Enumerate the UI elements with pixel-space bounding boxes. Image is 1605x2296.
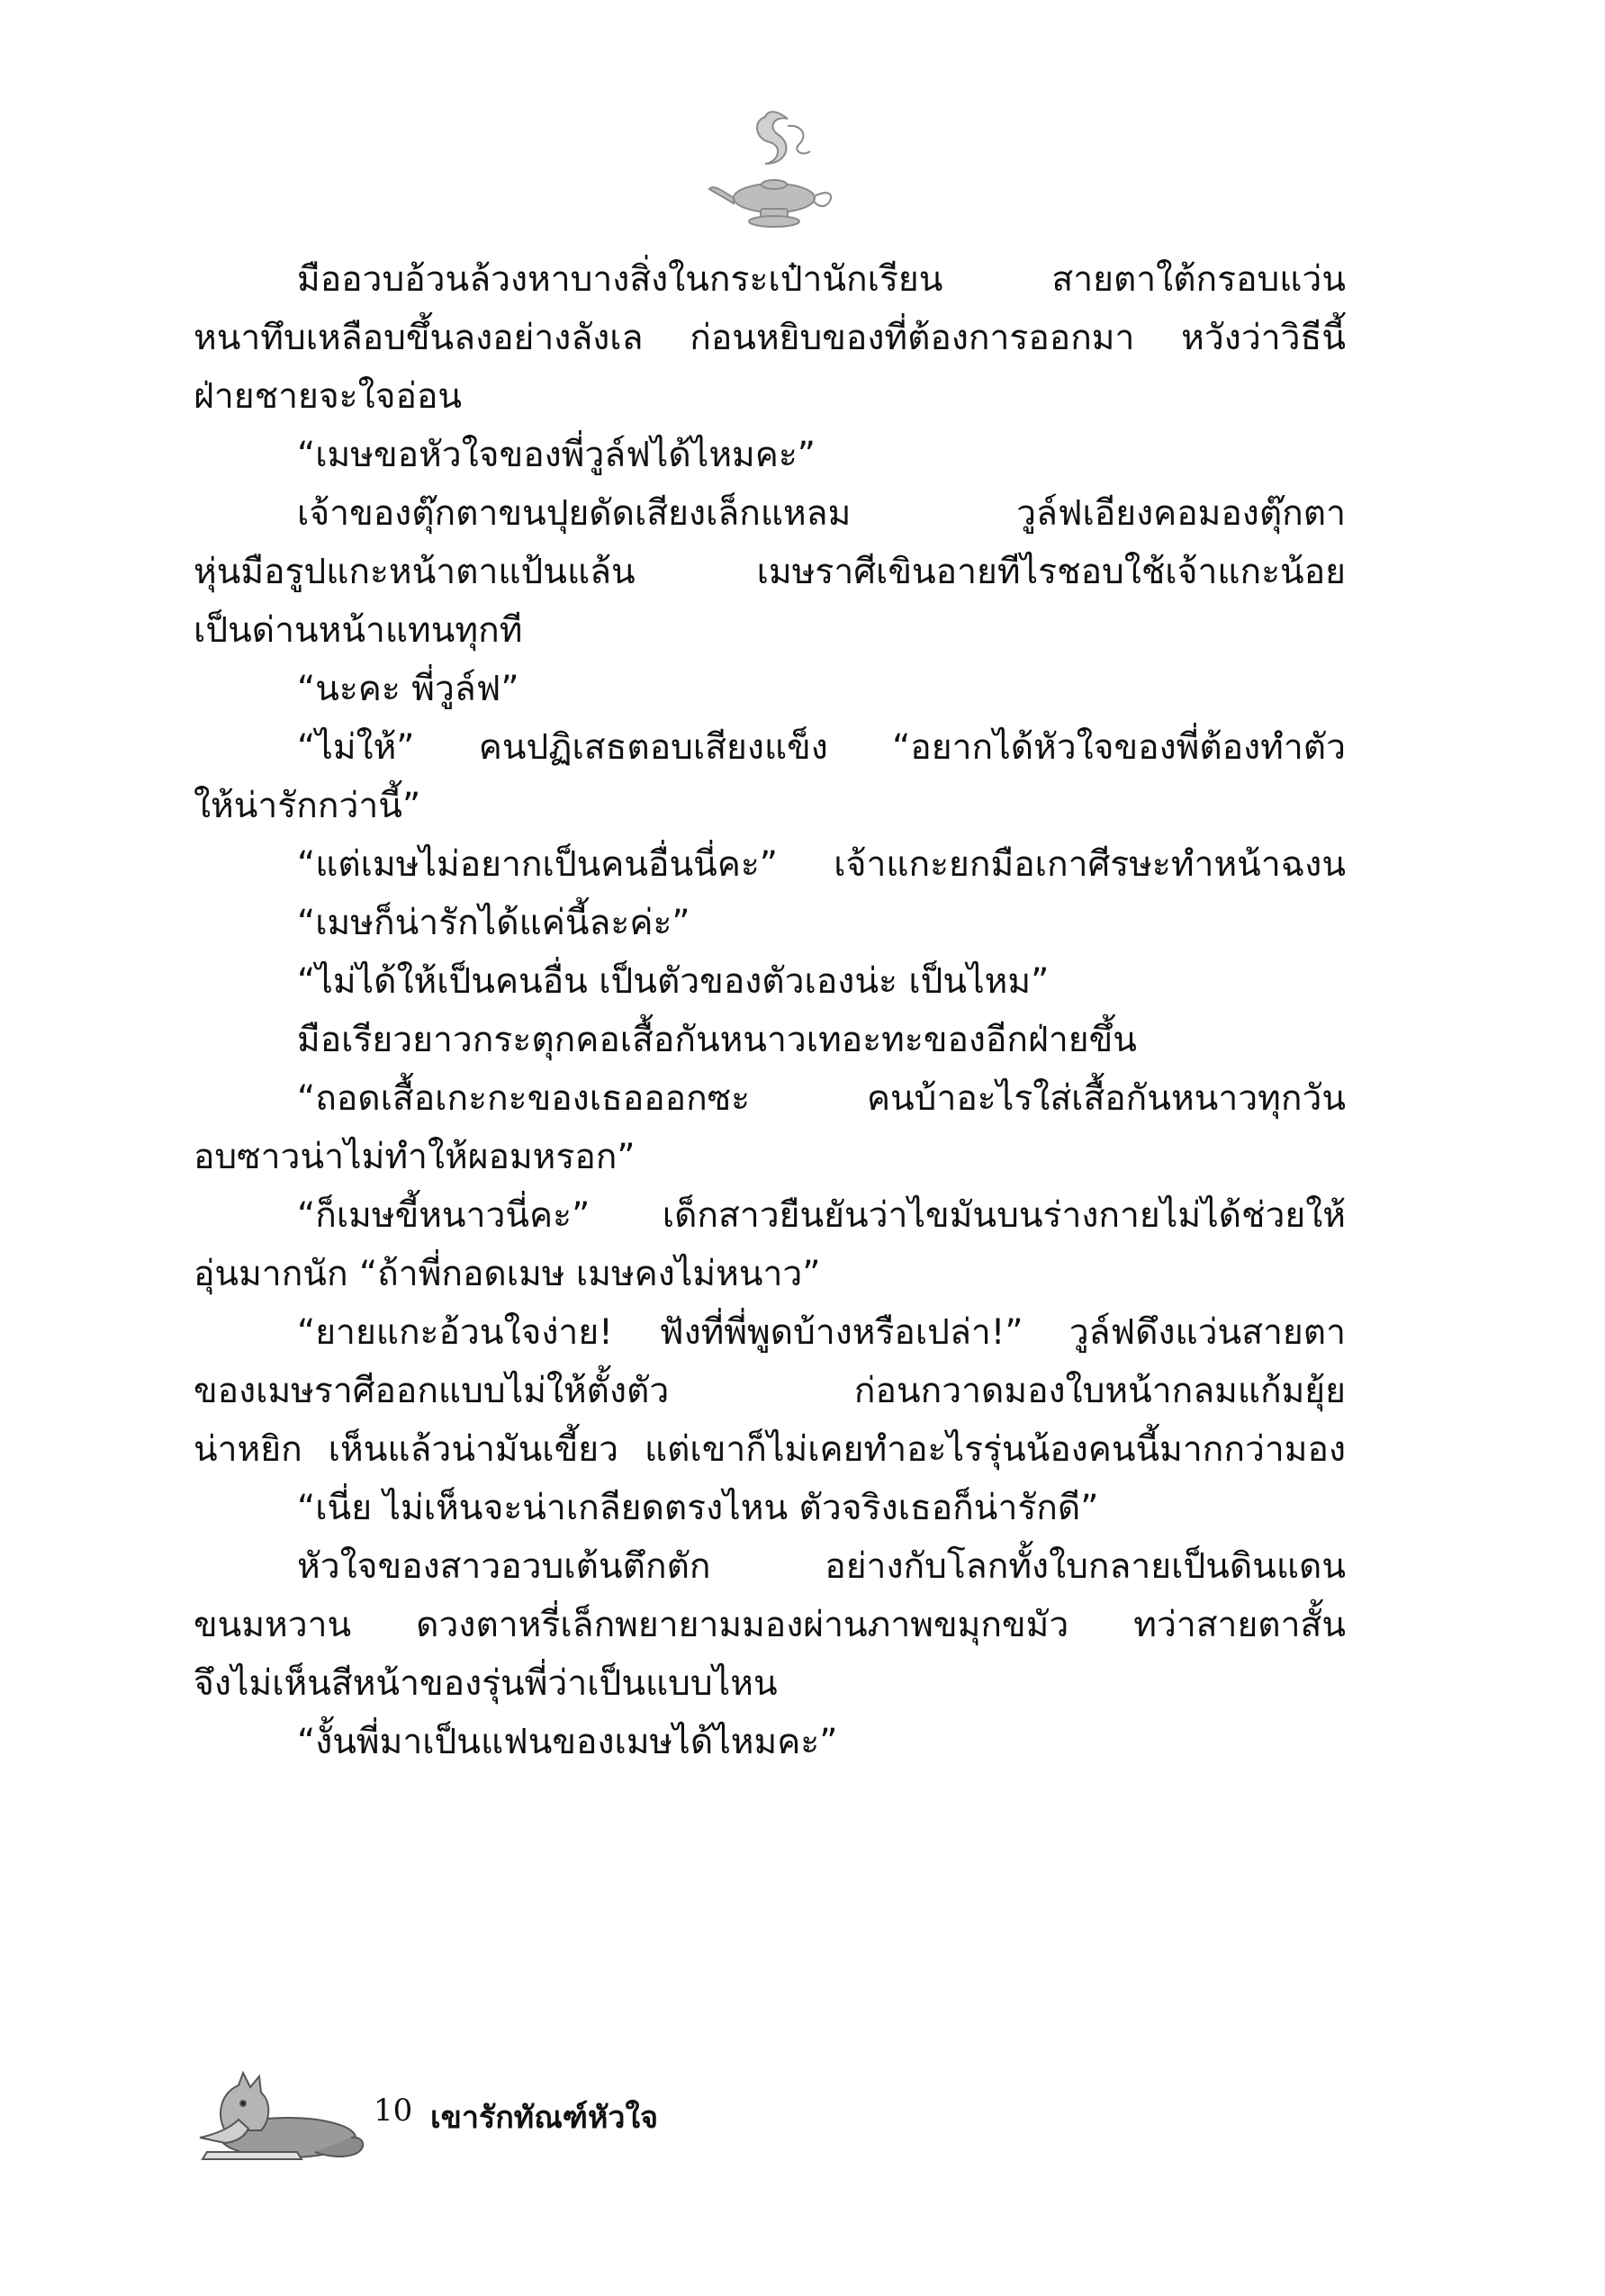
page-number: 10	[374, 2093, 413, 2129]
text-line: จึงไม่เห็นสีหน้าของรุ่นพี่ว่าเป็นแบบไหน	[194, 1663, 778, 1704]
text-line: มือเรียวยาวกระตุกคอเสื้อกันหนาวเทอะทะของอีกฝ่ายขึ้น	[297, 1020, 1137, 1060]
text-line: “ยายแกะอ้วนใจง่าย! ฟังที่พี่พูดบ้างหรือเปล่า!” วูล์ฟดึงแว่นสายตา	[297, 1312, 1346, 1353]
text-line: “เมษก็น่ารักได้แค่นี้ละค่ะ”	[297, 903, 690, 943]
text-line: “เมษขอหัวใจของพี่วูล์ฟได้ไหมคะ”	[297, 435, 816, 475]
text-line: “นะคะ พี่วูล์ฟ”	[297, 669, 519, 709]
body-text	[194, 250, 1346, 1771]
text-line: อบซาวน่าไม่ทำให้ผอมหรอก”	[194, 1137, 636, 1177]
text-line: “ก็เมษขี้หนาวนี่คะ” เด็กสาวยืนยันว่าไขมันบนร่างกายไม่ได้ช่วยให้	[297, 1195, 1346, 1236]
text-line: ให้น่ารักกว่านี้”	[194, 786, 421, 826]
text-line: หนาทึบเหลือบขึ้นลงอย่างลังเล ก่อนหยิบของที่ต้องการออกมา หวังว่าวิธีนี้	[194, 318, 1346, 358]
wolf-icon	[189, 2066, 369, 2165]
magic-lamp-icon	[702, 99, 846, 234]
text-line: ของเมษราศีออกแบบไม่ให้ตั้งตัว ก่อนกวาดมองใบหน้ากลมแก้มยุ้ย	[194, 1371, 1346, 1411]
text-line: ฝ่ายชายจะใจอ่อน	[194, 376, 463, 417]
text-line: “แต่เมษไม่อยากเป็นคนอื่นนี่คะ” เจ้าแกะยกมือเกาศีรษะทำหน้าฉงน	[297, 844, 1346, 885]
text-line: เจ้าของตุ๊กตาขนปุยดัดเสียงเล็กแหลม วูล์ฟเอียงคอมองตุ๊กตา	[297, 493, 1346, 534]
text-line: น่าหยิก เห็นแล้วน่ามันเขี้ยว แต่เขาก็ไม่เคยทำอะไรรุ่นน้องคนนี้มากกว่ามอง	[194, 1429, 1346, 1470]
text-line: หัวใจของสาวอวบเต้นตึกตัก อย่างกับโลกทั้งใบกลายเป็นดินแดน	[297, 1546, 1346, 1587]
text-line: “ไม่ให้” คนปฏิเสธตอบเสียงแข็ง “อยากได้หัวใจของพี่ต้องทำตัว	[297, 727, 1346, 768]
text-line: มืออวบอ้วนล้วงหาบางสิ่งในกระเป๋านักเรียน สายตาใต้กรอบแว่น	[297, 259, 1346, 300]
text-line: ขนมหวาน ดวงตาหรี่เล็กพยายามมองผ่านภาพขมุกขมัว ทว่าสายตาสั้น	[194, 1605, 1346, 1645]
text-line: “เนี่ย ไม่เห็นจะน่าเกลียดตรงไหน ตัวจริงเธอก็น่ารักดี”	[297, 1488, 1099, 1528]
text-line: “ถอดเสื้อเกะกะของเธอออกซะ คนบ้าอะไรใส่เสื้อกันหนาวทุกวัน	[297, 1078, 1346, 1119]
text-line: หุ่นมือรูปแกะหน้าตาแป้นแล้น เมษราศีเขินอายทีไรชอบใช้เจ้าแกะน้อย	[194, 552, 1346, 592]
text-line: “ไม่ได้ให้เป็นคนอื่น เป็นตัวของตัวเองน่ะ เป็นไหม”	[297, 961, 1050, 1002]
text-line: อุ่นมากนัก “ถ้าพี่กอดเมษ เมษคงไม่หนาว”	[194, 1254, 821, 1294]
text-line: เป็นด่านหน้าแทนทุกที	[194, 610, 523, 651]
book-title: เขารักทัณฑ์หัวใจ	[430, 2100, 659, 2136]
text-line: “งั้นพี่มาเป็นแฟนของเมษได้ไหมคะ”	[297, 1722, 838, 1762]
page-footer	[189, 2066, 819, 2165]
